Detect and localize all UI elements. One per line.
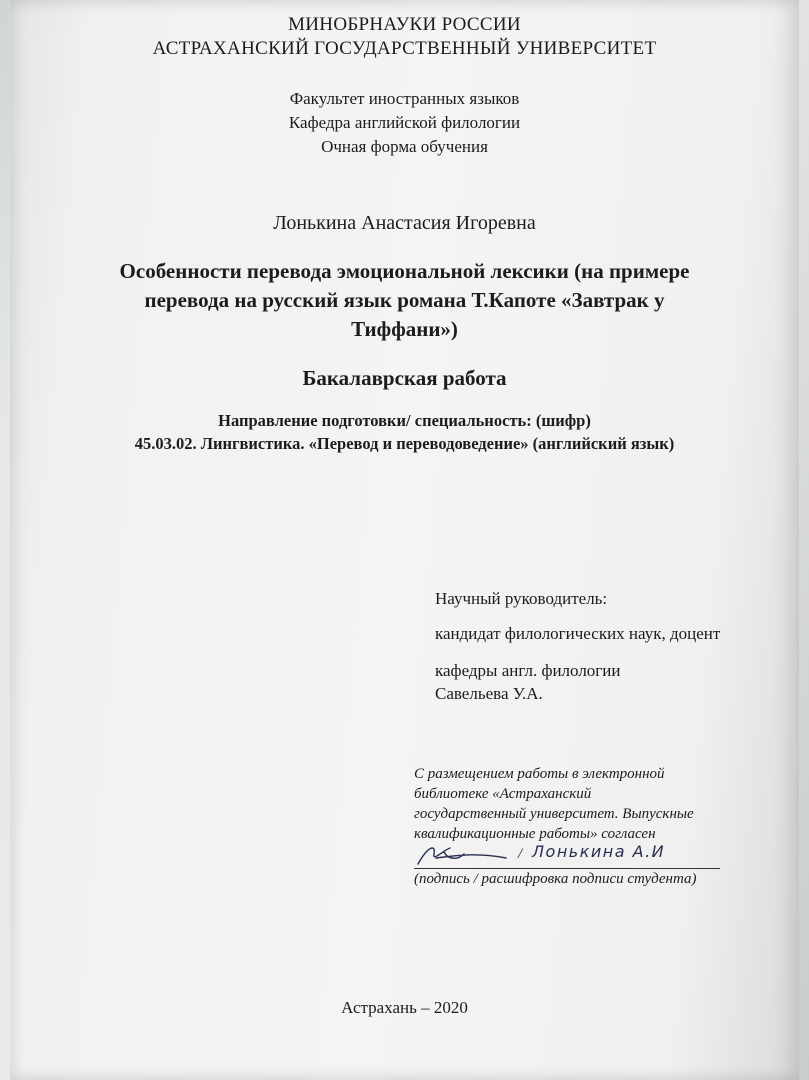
university-heading: АСТРАХАНСКИЙ ГОСУДАРСТВЕННЫЙ УНИВЕРСИТЕТ: [152, 38, 657, 59]
city-year: Астрахань – 2020: [341, 998, 468, 1017]
specialty-label: Направление подготовки/ специальность: (шифр): [218, 411, 591, 430]
consent-line-3: государственный университет. Выпускные: [414, 806, 694, 822]
advisor-label: Научный руководитель:: [435, 589, 608, 608]
thesis-title-line-3: Тиффани»): [351, 317, 458, 341]
thesis-title-line-1: Особенности перевода эмоциональной лексики (на примере: [119, 259, 690, 283]
signature-caption: (подпись / расшифровка подписи студента): [414, 871, 697, 887]
thesis-title-line-2: перевода на русский язык романа Т.Капоте «Завтрак у: [144, 288, 665, 312]
consent-line-1: С размещением работы в электронной: [414, 766, 665, 782]
advisor-degree: кандидат филологических наук, доцент: [435, 624, 721, 643]
signature-separator: /: [518, 846, 523, 862]
consent-line-2: библиотеке «Астраханский: [414, 786, 592, 802]
study-form-text: Очная форма обучения: [321, 137, 488, 156]
handwritten-student-name: Лонькина А.И: [532, 842, 666, 861]
advisor-department: кафедры англ. филологии: [435, 661, 621, 680]
signature-line: [414, 842, 720, 869]
work-type: Бакалаврская работа: [302, 366, 507, 390]
ministry-heading: МИНОБРНАУКИ РОССИИ: [288, 14, 521, 35]
consent-line-4: квалификационные работы» согласен: [414, 826, 656, 842]
author-name: Лонькина Анастасия Игоревна: [273, 212, 536, 234]
document-page: [10, 0, 799, 1080]
signature-scribble-icon: [414, 840, 510, 870]
department-text: Кафедра английской филологии: [288, 113, 521, 132]
advisor-name: Савельева У.А.: [435, 684, 543, 703]
specialty-value: 45.03.02. Лингвистика. «Перевод и переводоведение» (английский язык): [134, 434, 675, 453]
faculty-text: Факультет иностранных языков: [289, 89, 520, 108]
